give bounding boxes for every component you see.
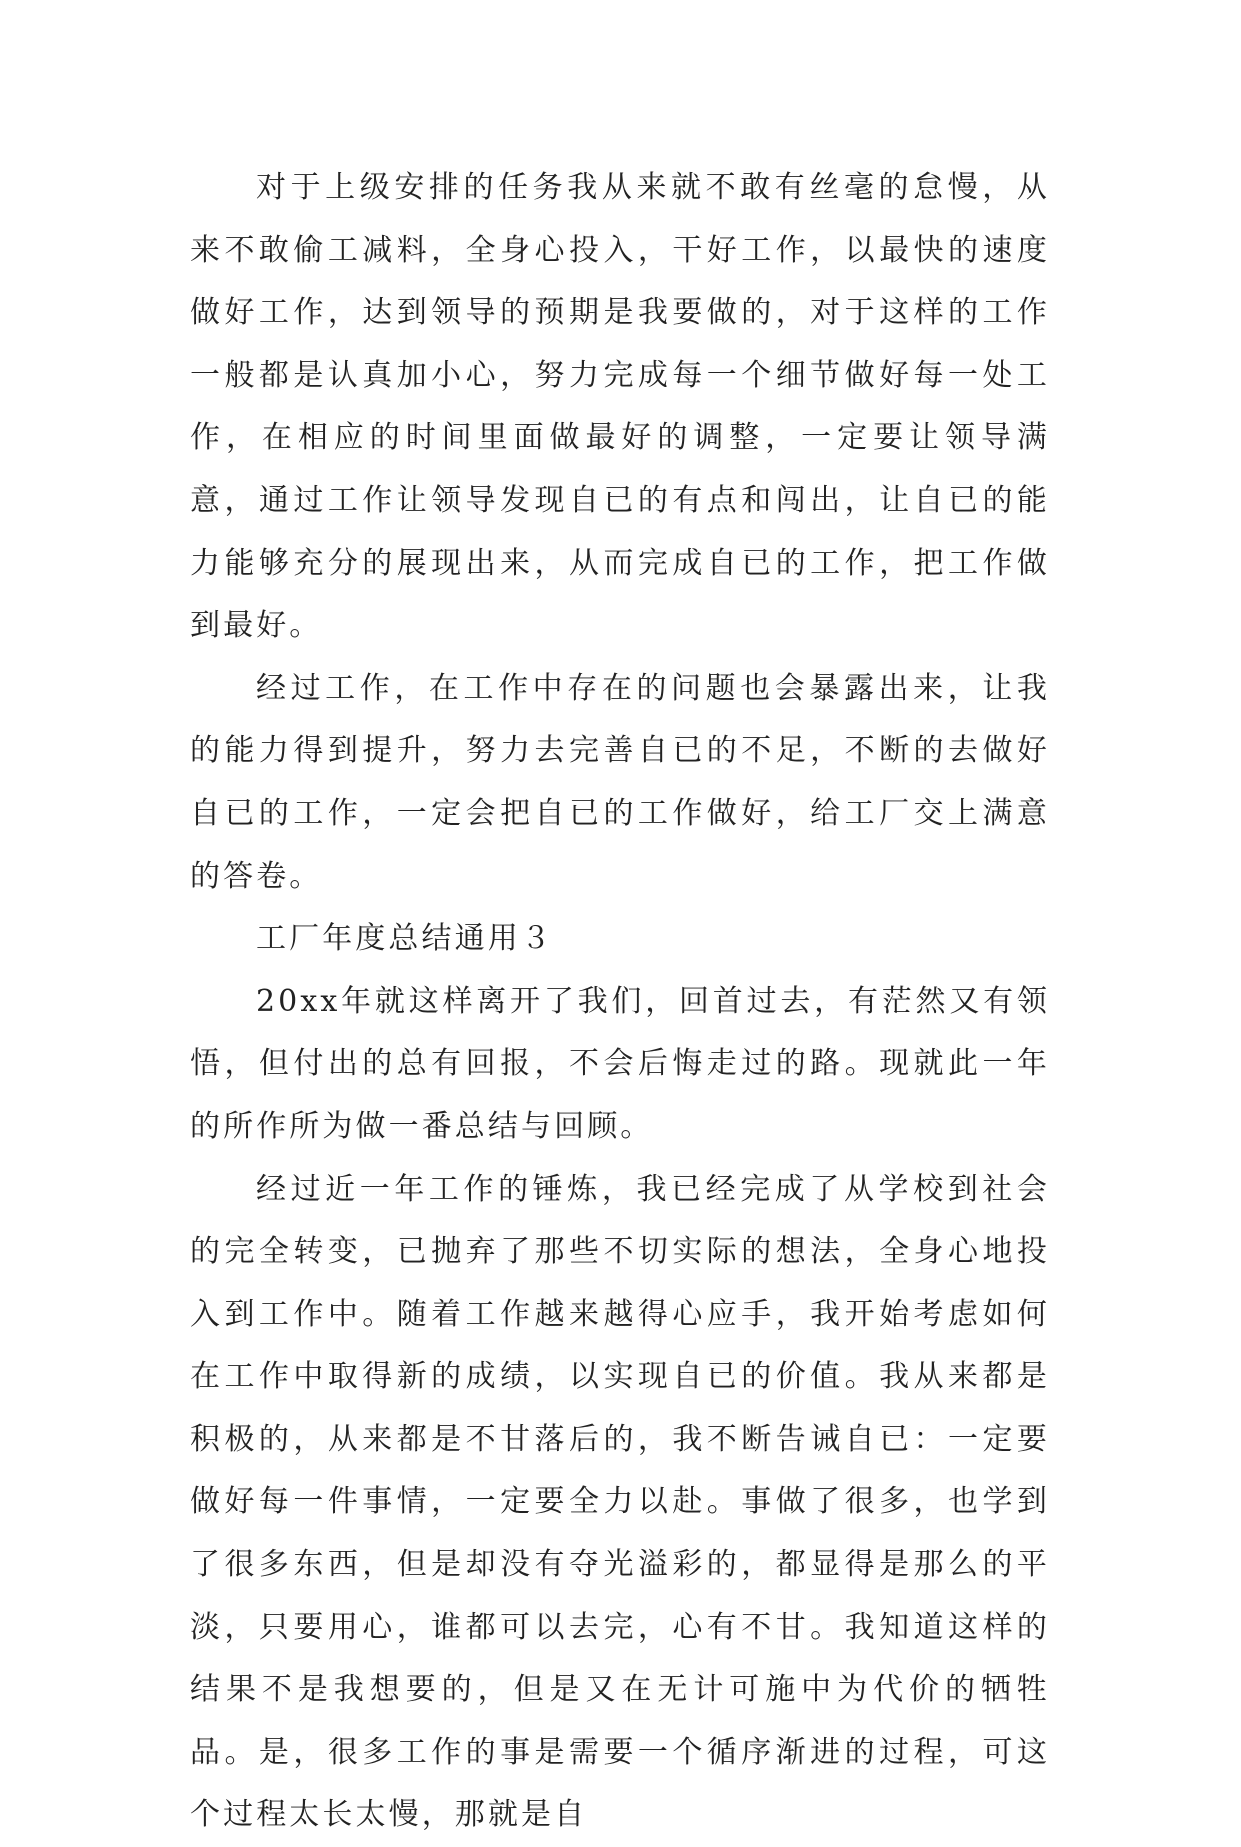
section-title: 工厂年度总结通用３ xyxy=(190,908,1050,971)
body-paragraph: 经过工作，在工作中存在的问题也会暴露出来，让我的能力得到提升，努力去完善自已的不足，不断的去做好自已的工作，一定会把自已的工作做好，给工厂交上满意的答卷。 xyxy=(190,658,1050,908)
body-paragraph: 经过近一年工作的锤炼，我已经完成了从学校到社会的完全转变，已抛弃了那些不切实际的想法，全身心地投入到工作中。随着工作越来越得心应手，我开始考虑如何在工作中取得新的成绩，以实现自已的价值。我从来都是积极的，从来都是不甘落后的，我不断告诫自已：一定要做好每一件事情，一定要全力以赴。事做了很多，也学到了很多东西，但是却没有夺光溢彩的，都显得是那么的平淡，只要用心，谁都可以去完，心有不甘。我知道这样的结果不是我想要的，但是又在无计可施中为代价的牺牲品。是，很多工作的事是需要一个循序渐进的过程，可这个过程太长太慢，那就是自 xyxy=(190,1159,1050,1847)
document-page xyxy=(190,157,1050,1847)
body-paragraph: 20xx年就这样离开了我们，回首过去，有茫然又有领悟，但付出的总有回报，不会后悔走过的路。现就此一年的所作所为做一番总结与回顾。 xyxy=(190,971,1050,1159)
body-paragraph: 对于上级安排的任务我从来就不敢有丝毫的怠慢，从来不敢偷工减料，全身心投入，干好工作，以最快的速度做好工作，达到领导的预期是我要做的，对于这样的工作一般都是认真加小心，努力完成每一个细节做好每一处工作，在相应的时间里面做最好的调整，一定要让领导满意，通过工作让领导发现自已的有点和闯出，让自已的能力能够充分的展现出来，从而完成自已的工作，把工作做到最好。 xyxy=(190,157,1050,658)
